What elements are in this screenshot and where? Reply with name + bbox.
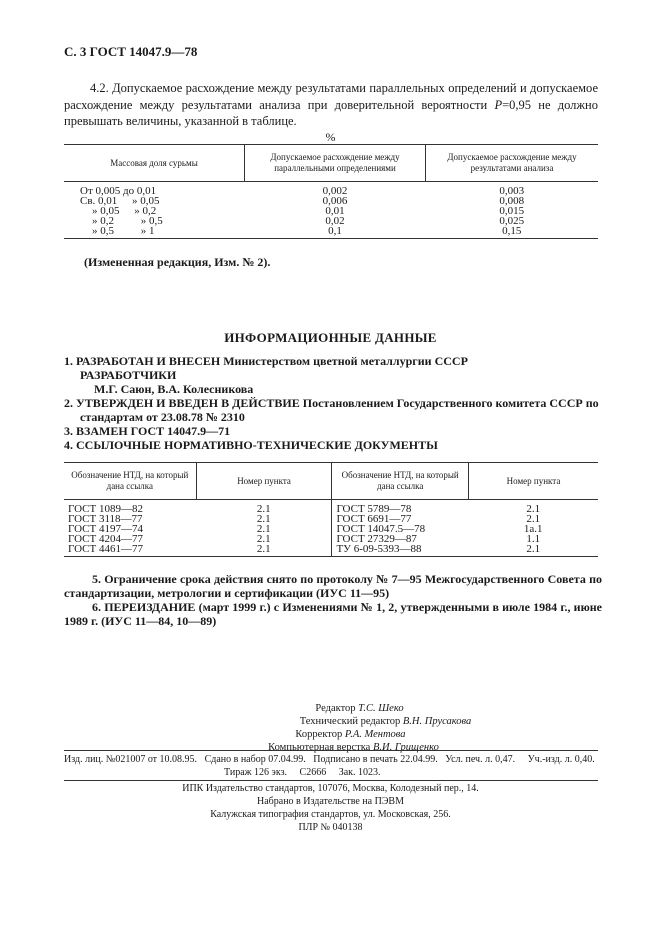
references-table <box>64 462 598 557</box>
range-low: 0,01 <box>98 195 118 207</box>
range-high: 0,05 <box>140 195 160 207</box>
table1-header-parallel: Допускаемое расхождение между параллельными определениями <box>245 145 426 182</box>
developers-names: М.Г. Саюн, В.А. Колесникова <box>94 382 254 396</box>
publisher-line-2: Набрано в Издательстве на ПЭВМ <box>257 796 404 807</box>
table-row <box>64 514 598 524</box>
imprint-signed: Подписано в печать 22.04.99. <box>313 754 438 765</box>
ref-point: 2.1 <box>468 544 598 557</box>
publisher-line-4: ПЛР № 040138 <box>298 822 363 833</box>
imprint-license: Изд. лиц. №021007 от 10.08.95. <box>64 754 198 765</box>
info-item-5-text: 5. Ограничение срока действия снято по протоколу № 7—95 Межгосударственного Совета по стандартизации, метрологии и сертификации (ИУС 11—95) <box>64 572 602 600</box>
range-mid: » <box>132 195 138 207</box>
ref-point: 1.1 <box>526 533 541 545</box>
ref-doc: ГОСТ 14047.5—78 <box>332 524 469 534</box>
publisher-line-3: Калужская типография стандартов, ул. Московская, 256. <box>210 809 451 820</box>
table1-unit: % <box>325 130 336 144</box>
refs-header-doc-1: Обозначение НТД, на который дана ссылка <box>64 463 196 500</box>
imprint-block <box>64 753 602 779</box>
imprint-line-1 <box>64 753 602 766</box>
range-mid: до <box>123 185 135 197</box>
parallel-value: 0,01 <box>325 205 345 217</box>
imprint-sent: Сдано в набор 07.04.99. <box>204 754 306 765</box>
ref-doc: ГОСТ 4204—77 <box>68 533 143 545</box>
info-item-1: 1. РАЗРАБОТАН И ВНЕСЕН Министерством цветной металлургии СССР <box>64 354 468 368</box>
ref-point: 2.1 <box>256 513 271 525</box>
ref-point: 2.1 <box>256 533 271 545</box>
layout-name: В.И. Грищенко <box>372 742 439 753</box>
clause-4-2-text-b: =0,95 не должно превышать величины, указанной в таблице. <box>64 97 598 128</box>
range-high: 0,2 <box>142 205 157 217</box>
layout-label: Компьютерная верстка <box>268 742 371 753</box>
ref-doc: ГОСТ 1089—82 <box>68 503 143 515</box>
ref-doc: ГОСТ 5789—78 <box>332 500 469 515</box>
parallel-value: 0,1 <box>245 226 426 239</box>
editor-label: Редактор <box>315 703 356 714</box>
range-mid: » <box>140 225 147 237</box>
ref-doc: ГОСТ 4461—77 <box>64 544 196 557</box>
page-header: С. 3 ГОСТ 14047.9—78 <box>64 44 198 59</box>
table-row <box>64 182 598 197</box>
parallel-value: 0,02 <box>325 215 345 227</box>
edition-note: (Измененная редакция, Изм. № 2). <box>84 255 271 269</box>
ref-doc: ГОСТ 6691—77 <box>332 514 469 524</box>
info-item-3: 3. ВЗАМЕН ГОСТ 14047.9—71 <box>64 424 231 438</box>
probability-symbol: P <box>494 97 503 112</box>
imprint-code: С2666 <box>299 767 327 778</box>
analysis-value: 0,003 <box>499 185 525 197</box>
range-mid: » <box>140 215 147 227</box>
range-mid: » <box>134 205 140 217</box>
info-item-6 <box>64 600 602 628</box>
analysis-value: 0,025 <box>499 215 525 227</box>
range-prefix: От <box>80 185 93 197</box>
range-prefix: » <box>92 205 98 217</box>
analysis-value: 0,008 <box>499 195 525 207</box>
range-low: 0,05 <box>100 205 120 217</box>
imprint-line-2 <box>64 766 602 779</box>
info-list <box>64 354 604 452</box>
info-item-2-cont: стандартам от 23.08.78 № 2310 <box>80 410 245 424</box>
analysis-value: 0,15 <box>426 226 599 239</box>
corrector-label: Корректор <box>295 729 343 740</box>
tech-editor-name: В.Н. Прусакова <box>402 716 472 727</box>
tech-editor-line <box>0 715 661 728</box>
clause-4-2-text-a: 4.2. Допускаемое расхождение между результатами параллельных определений и допускаемое расхождение между результатами анализа при доверительной вероятности <box>64 81 598 112</box>
analysis-value: 0,015 <box>499 205 525 217</box>
range-prefix: » <box>92 225 98 237</box>
refs-header-point-2: Номер пункта <box>468 463 598 500</box>
table-row <box>64 500 598 515</box>
ref-point: 2.1 <box>256 523 271 535</box>
editor-name: Т.С. Шеко <box>358 703 404 714</box>
tolerance-table <box>64 144 598 239</box>
info-item-4: 4. ССЫЛОЧНЫЕ НОРМАТИВНО-ТЕХНИЧЕСКИЕ ДОКУМЕНТЫ <box>64 438 438 452</box>
range-low: 0,5 <box>100 225 114 237</box>
corrector-line <box>0 728 661 741</box>
ref-point: 2.1 <box>526 503 541 515</box>
info-items-5-6 <box>64 572 602 628</box>
range-low: 0,005 <box>95 185 121 197</box>
ref-doc: ГОСТ 4197—74 <box>68 523 143 535</box>
developers-label: РАЗРАБОТЧИКИ <box>80 368 177 382</box>
table1-header-analysis: Допускаемое расхождение между результатами анализа <box>426 145 599 182</box>
table-row <box>64 226 598 239</box>
range-prefix: Св. <box>80 195 96 207</box>
ref-doc: ГОСТ 3118—77 <box>68 513 143 525</box>
info-item-6-text: 6. ПЕРЕИЗДАНИЕ (март 1999 г.) с Изменениями № 1, 2, утвержденными в июле 1984 г., июне 1989 г. (ИУС 11—84, 10—89) <box>64 600 602 628</box>
info-item-5 <box>64 572 602 600</box>
info-title: ИНФОРМАЦИОННЫЕ ДАННЫЕ <box>224 330 437 345</box>
ref-point: 2.1 <box>526 513 541 525</box>
info-item-2: 2. УТВЕРЖДЕН И ВВЕДЕН В ДЕЙСТВИЕ Постановлением Государственного комитета СССР по <box>64 396 599 410</box>
editor-line <box>0 702 661 715</box>
imprint-pub-sheets: Уч.-изд. л. 0,40. <box>527 754 595 765</box>
refs-header-point-1: Номер пункта <box>196 463 332 500</box>
imprint-order: Зак. 1023. <box>338 767 381 778</box>
parallel-value: 0,006 <box>322 195 348 207</box>
range-low: 0,2 <box>100 215 114 227</box>
table-row <box>64 544 598 557</box>
range-high: 0,5 <box>149 215 163 227</box>
imprint-circulation: Тираж 126 экз. <box>224 767 288 778</box>
clause-4-2 <box>64 80 598 130</box>
publisher-block <box>0 782 661 834</box>
range-high: 1 <box>149 225 155 237</box>
tech-editor-label: Технический редактор <box>299 716 401 727</box>
corrector-name: Р.А. Ментова <box>344 729 406 740</box>
publisher-line-1: ИПК Издательство стандартов, 107076, Москва, Колодезный пер., 14. <box>182 783 479 794</box>
refs-header-doc-2: Обозначение НТД, на который дана ссылка <box>332 463 469 500</box>
ref-doc: ГОСТ 27329—87 <box>332 534 469 544</box>
imprint-print-sheets: Усл. печ. л. 0,47. <box>445 754 516 765</box>
ref-point: 1а.1 <box>523 523 543 535</box>
ref-point: 2.1 <box>256 503 271 515</box>
range-high: 0,01 <box>136 185 157 197</box>
parallel-value: 0,002 <box>322 185 348 197</box>
ref-doc: ТУ 6-09-5393—88 <box>332 544 469 557</box>
credits-block <box>0 702 661 754</box>
table-row <box>64 524 598 534</box>
range-prefix: » <box>92 215 98 227</box>
table1-header-content: Массовая доля сурьмы <box>64 145 245 182</box>
table-row <box>64 534 598 544</box>
divider <box>64 750 598 751</box>
divider <box>64 780 598 781</box>
ref-point: 2.1 <box>196 544 332 557</box>
